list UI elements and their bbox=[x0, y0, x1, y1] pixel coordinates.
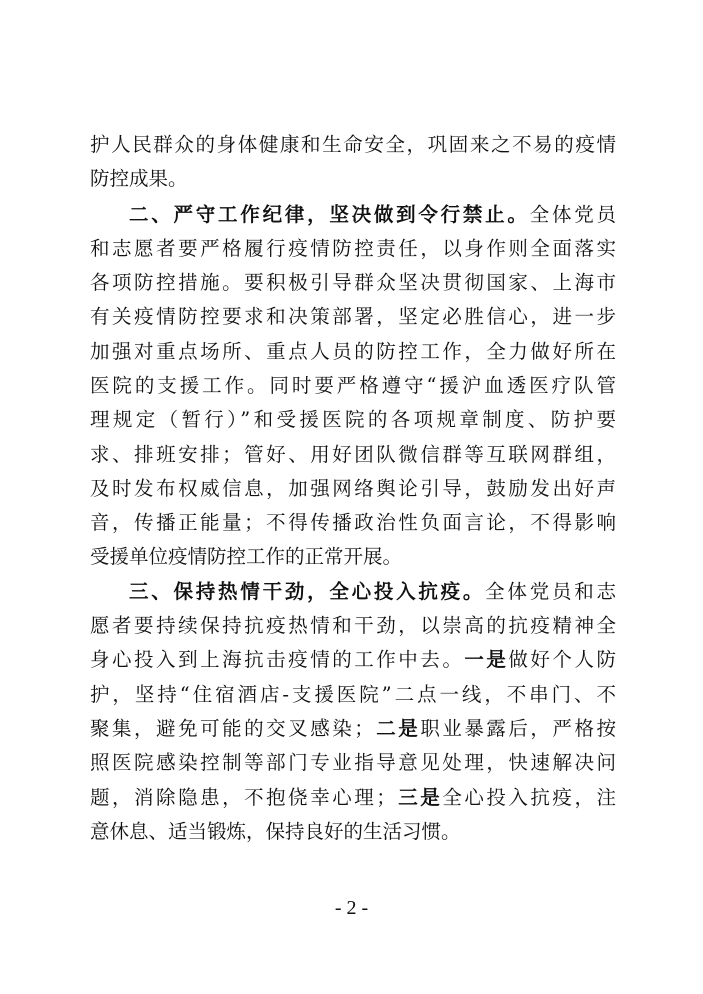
line-text: 音，传播正能量；不得传播政治性负面言论，不得影响 bbox=[90, 511, 616, 534]
line-text: 受援单位疫情防控工作的正常开展。 bbox=[90, 545, 403, 568]
line-text: 理规定（暂行）”和受援医院的各项规章制度、防护要 bbox=[90, 408, 616, 431]
line-text: 全体党员和志 bbox=[485, 580, 616, 603]
line-text: 及时发布权威信息，加强网络舆论引导，鼓励发出好声 bbox=[90, 477, 616, 500]
body-line bbox=[90, 714, 616, 744]
section-heading: 三、保持热情干劲，全心投入抗疫。 bbox=[129, 580, 486, 603]
line-text: 照医院感染控制等部门专业指导意见处理，快速解决问 bbox=[90, 751, 616, 774]
body-line bbox=[90, 440, 616, 470]
body-line bbox=[90, 474, 616, 504]
body-line bbox=[90, 783, 616, 813]
line-text: 各项防控措施。要积极引导群众坚决贯彻国家、上海市 bbox=[90, 271, 616, 294]
line-text: 做好个人防 bbox=[508, 648, 616, 671]
line-text: 和志愿者要严格履行疫情防控责任，以身作则全面落实 bbox=[90, 237, 616, 260]
line-text: 有关疫情防控要求和决策部署，坚定必胜信心，进一步 bbox=[90, 305, 616, 328]
body-line bbox=[90, 234, 616, 264]
body-line bbox=[90, 337, 616, 367]
line-text: 职业暴露后，严格按 bbox=[420, 717, 616, 740]
line-text: 护人民群众的身体健康和生命安全，巩固来之不易的疫情 bbox=[90, 133, 616, 156]
body-line bbox=[90, 645, 616, 675]
body-line bbox=[90, 817, 616, 847]
line-text: 护，坚持“住宿酒店-支援医院”二点一线，不串门、不 bbox=[90, 683, 616, 706]
emphasis-text: 二是 bbox=[373, 717, 421, 740]
line-text: 意休息、适当锻炼，保持良好的生活习惯。 bbox=[90, 820, 461, 843]
line-text: 题，消除隐患，不抱侥幸心理； bbox=[90, 786, 396, 809]
body-line bbox=[90, 508, 616, 538]
line-text: 加强对重点场所、重点人员的防控工作，全力做好所在 bbox=[90, 340, 616, 363]
body-line bbox=[90, 542, 616, 572]
line-text: 愿者要持续保持抗疫热情和干劲，以崇高的抗疫精神全 bbox=[90, 614, 616, 637]
line-text: 防控成果。 bbox=[90, 167, 188, 190]
body-line bbox=[90, 611, 616, 641]
body-line bbox=[90, 405, 616, 435]
body-line bbox=[90, 130, 616, 160]
body-line bbox=[90, 302, 616, 332]
body-line bbox=[90, 371, 616, 401]
body-line bbox=[90, 748, 616, 778]
line-text: 全体党员 bbox=[529, 203, 616, 226]
body-line bbox=[90, 680, 616, 710]
line-text: 身心投入到上海抗击疫情的工作中去。 bbox=[90, 648, 465, 671]
emphasis-text: 一是 bbox=[464, 648, 509, 671]
body-line bbox=[90, 164, 616, 194]
page-number: - 2 - bbox=[334, 897, 369, 919]
section-heading: 二、严守工作纪律，坚决做到令行禁止。 bbox=[129, 203, 530, 226]
section-heading-line bbox=[129, 200, 616, 230]
line-text: 全心投入抗疫，注 bbox=[442, 786, 616, 809]
body-line bbox=[90, 268, 616, 298]
emphasis-text: 三是 bbox=[395, 786, 443, 809]
line-text: 聚集，避免可能的交叉感染； bbox=[90, 717, 374, 740]
line-text: 医院的支援工作。同时要严格遵守“援沪血透医疗队管 bbox=[90, 374, 616, 397]
section-heading-line bbox=[129, 577, 616, 607]
line-text: 求、排班安排；管好、用好团队微信群等互联网群组， bbox=[90, 443, 616, 466]
